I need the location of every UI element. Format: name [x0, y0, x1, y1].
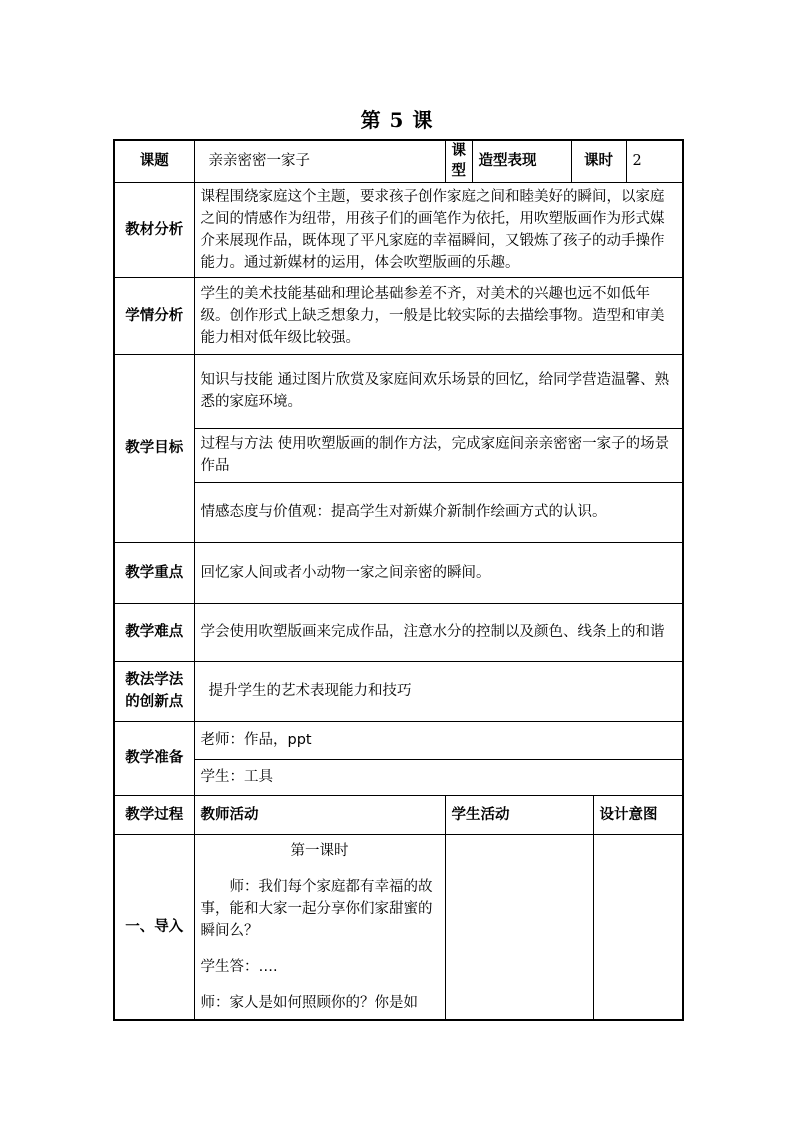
process-header-row: [114, 795, 683, 834]
key-point-row: [114, 542, 683, 603]
objective-knowledge-row: [114, 354, 683, 428]
objective-process-row: [114, 428, 683, 482]
intro-design-intent: [593, 834, 683, 1020]
type-label: 课型: [445, 140, 472, 182]
lesson-plan-table: [113, 139, 684, 1021]
material-analysis-label: 教材分析: [114, 182, 194, 277]
student-analysis-row: [114, 277, 683, 354]
objective-process-text: 过程与方法 使用吹塑版画的制作方法，完成家庭间亲亲密密一家子的场景作品: [194, 428, 683, 482]
objective-emotion-row: [114, 482, 683, 542]
intro-teacher-activity: [194, 834, 445, 1020]
difficulty-label: 教学难点: [114, 603, 194, 661]
teacher-question-1: 师：我们每个家庭都有幸福的故事，能和大家一起分享你们家甜蜜的瞬间么？: [200, 879, 433, 940]
hours-label: 课时: [571, 140, 626, 182]
preparation-student: 学生：工具: [194, 759, 683, 795]
intro-row: [114, 834, 683, 1020]
teacher-activity-header: 教师活动: [194, 795, 445, 834]
type-value: 造型表现: [472, 140, 571, 182]
student-analysis-text: 学生的美术技能基础和理论基础参差不齐，对美术的兴趣也远不如低年级。创作形式上缺乏想象力，一般是比较实际的去描绘事物。造型和审美能力相对低年级比较强。: [194, 277, 683, 354]
key-point-text: 回忆家人间或者小动物一家之间亲密的瞬间。: [194, 542, 683, 603]
innovation-label-line1: 教法学法: [125, 672, 184, 688]
hours-value: 2: [626, 140, 683, 182]
process-label: 教学过程: [114, 795, 194, 834]
preparation-student-row: [114, 759, 683, 795]
student-analysis-label: 学情分析: [114, 277, 194, 354]
session-title: 第一课时: [290, 843, 349, 860]
difficulty-text: 学会使用吹塑版画来完成作品，注意水分的控制以及颜色、线条上的和谐: [194, 603, 683, 661]
teacher-question-2: 师：家人是如何照顾你的？你是如: [200, 995, 418, 1012]
innovation-label-line2: 的创新点: [125, 694, 184, 710]
spacer: [201, 978, 439, 992]
spacer: [201, 942, 439, 956]
intro-label: 一、导入: [114, 834, 194, 1020]
topic-label: 课题: [114, 140, 194, 182]
objective-emotion-text: 情感态度与价值观：提高学生对新媒介新制作绘画方式的认识。: [194, 482, 683, 542]
key-point-label: 教学重点: [114, 542, 194, 603]
topic-value: 亲亲密密一家子: [194, 140, 445, 182]
header-row: [114, 140, 683, 182]
innovation-text: 提升学生的艺术表现能力和技巧: [194, 661, 683, 721]
student-activity-header: 学生活动: [445, 795, 593, 834]
student-answer: 学生答：….: [200, 959, 278, 976]
page-title: 第 5 课: [360, 108, 434, 132]
innovation-row: [114, 661, 683, 721]
preparation-label: 教学准备: [114, 721, 194, 795]
preparation-teacher: 老师：作品，ppt: [194, 721, 683, 759]
spacer: [201, 862, 439, 876]
difficulty-row: [114, 603, 683, 661]
objective-knowledge-text: 知识与技能 通过图片欣赏及家庭间欢乐场景的回忆，给同学营造温馨、熟悉的家庭环境。: [194, 354, 683, 428]
preparation-teacher-row: [114, 721, 683, 759]
material-analysis-text: 课程围绕家庭这个主题，要求孩子创作家庭之间和睦美好的瞬间，以家庭之间的情感作为纽带，用孩子们的画笔作为依托，用吹塑版画作为形式媒介来展现作品，既体现了平凡家庭的幸福瞬间，又锻炼了孩子的动手操作能力。通过新媒材的运用，体会吹塑版画的乐趣。: [194, 182, 683, 277]
material-analysis-row: [114, 182, 683, 277]
design-intent-header: 设计意图: [593, 795, 683, 834]
objectives-label: 教学目标: [114, 354, 194, 542]
intro-student-activity: [445, 834, 593, 1020]
innovation-label: [114, 661, 194, 721]
